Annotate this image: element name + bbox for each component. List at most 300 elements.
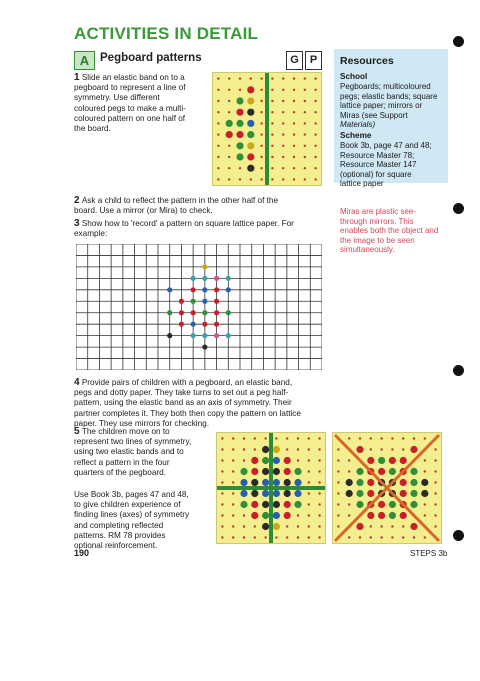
peg bbox=[378, 512, 385, 519]
miras-note: Miras are plastic see- through mirrors. This enables both the object and the image to be seen simultaneously. bbox=[340, 207, 439, 255]
peg bbox=[356, 468, 363, 475]
pair-badge: P bbox=[305, 51, 322, 70]
peg-hole bbox=[434, 459, 436, 461]
peg-hole bbox=[282, 133, 284, 135]
peg bbox=[294, 490, 301, 497]
peg-hole bbox=[337, 503, 339, 505]
peg bbox=[389, 512, 396, 519]
peg bbox=[367, 490, 374, 497]
peg-hole bbox=[293, 100, 295, 102]
peg bbox=[400, 479, 407, 486]
resources-school-label: School bbox=[340, 72, 368, 81]
peg-hole bbox=[297, 448, 299, 450]
peg-hole bbox=[424, 459, 426, 461]
peg-hole bbox=[424, 503, 426, 505]
peg-hole bbox=[293, 167, 295, 169]
lattice-dot bbox=[226, 333, 231, 338]
peg bbox=[273, 468, 280, 475]
peg-hole bbox=[293, 77, 295, 79]
peg-hole bbox=[228, 167, 230, 169]
peg bbox=[389, 468, 396, 475]
peg-hole bbox=[293, 145, 295, 147]
peg-hole bbox=[314, 122, 316, 124]
peg-hole bbox=[282, 156, 284, 158]
peg-hole bbox=[282, 178, 284, 180]
peg bbox=[262, 490, 269, 497]
peg-hole bbox=[232, 503, 234, 505]
peg-hole bbox=[243, 459, 245, 461]
peg-hole bbox=[293, 156, 295, 158]
peg bbox=[251, 512, 258, 519]
peg-hole bbox=[282, 77, 284, 79]
peg-hole bbox=[402, 525, 404, 527]
peg bbox=[247, 142, 254, 149]
lattice-dot bbox=[202, 322, 207, 327]
step-4: 4 Provide pairs of children with a pegboard, an elastic band, pegs and dotty paper. They take turns to set out a peg half- pattern, using the elastic band as an axis of symmetry. Their partner completes it. They both then copy the pattern on lattice paper. They use mirrors for checking. bbox=[74, 377, 301, 428]
peg bbox=[284, 501, 291, 508]
peg bbox=[247, 109, 254, 116]
peg bbox=[247, 86, 254, 93]
peg bbox=[284, 490, 291, 497]
peg-hole bbox=[380, 448, 382, 450]
lattice-dot bbox=[179, 310, 184, 315]
peg-hole bbox=[243, 525, 245, 527]
peg bbox=[262, 457, 269, 464]
peg-hole bbox=[318, 514, 320, 516]
peg-hole bbox=[217, 77, 219, 79]
peg-hole bbox=[221, 459, 223, 461]
peg bbox=[262, 512, 269, 519]
peg-hole bbox=[217, 145, 219, 147]
peg-hole bbox=[434, 481, 436, 483]
peg-hole bbox=[304, 122, 306, 124]
lattice-dot bbox=[179, 322, 184, 327]
peg-hole bbox=[271, 167, 273, 169]
step-3: 3 Show how to 'record' a pattern on square lattice paper. For example: bbox=[74, 218, 294, 239]
peg-hole bbox=[260, 100, 262, 102]
lattice-paper-example bbox=[76, 244, 322, 370]
peg-hole bbox=[228, 89, 230, 91]
peg-hole bbox=[217, 111, 219, 113]
peg-hole bbox=[293, 89, 295, 91]
peg-hole bbox=[260, 133, 262, 135]
lattice-dot bbox=[202, 333, 207, 338]
peg bbox=[262, 479, 269, 486]
peg-hole bbox=[239, 167, 241, 169]
peg bbox=[378, 468, 385, 475]
peg-hole bbox=[293, 133, 295, 135]
peg-hole bbox=[402, 448, 404, 450]
pegboard-pegs bbox=[333, 433, 441, 543]
peg-hole bbox=[380, 536, 382, 538]
book-title-footer: STEPS 3b bbox=[410, 549, 448, 558]
peg-hole bbox=[304, 145, 306, 147]
peg bbox=[240, 501, 247, 508]
peg-hole bbox=[232, 481, 234, 483]
lattice-dot bbox=[167, 287, 172, 292]
peg bbox=[294, 468, 301, 475]
peg bbox=[389, 457, 396, 464]
pegboard-illustration-2 bbox=[216, 432, 326, 544]
peg bbox=[247, 131, 254, 138]
peg-hole bbox=[217, 89, 219, 91]
peg bbox=[356, 501, 363, 508]
peg-hole bbox=[293, 122, 295, 124]
peg-hole bbox=[424, 514, 426, 516]
peg-hole bbox=[260, 167, 262, 169]
peg-hole bbox=[413, 536, 415, 538]
peg-hole bbox=[359, 536, 361, 538]
peg bbox=[400, 490, 407, 497]
peg-hole bbox=[318, 536, 320, 538]
peg-hole bbox=[221, 437, 223, 439]
peg-hole bbox=[286, 536, 288, 538]
peg-hole bbox=[286, 448, 288, 450]
peg-hole bbox=[271, 156, 273, 158]
peg-hole bbox=[308, 492, 310, 494]
peg bbox=[346, 479, 353, 486]
peg-hole bbox=[260, 156, 262, 158]
peg-hole bbox=[380, 437, 382, 439]
peg bbox=[262, 468, 269, 475]
peg-hole bbox=[434, 514, 436, 516]
peg-hole bbox=[228, 100, 230, 102]
peg-hole bbox=[217, 156, 219, 158]
peg-hole bbox=[286, 437, 288, 439]
peg-hole bbox=[228, 77, 230, 79]
page-title: ACTIVITIES IN DETAIL bbox=[74, 24, 259, 43]
peg-hole bbox=[304, 167, 306, 169]
lattice-dot bbox=[179, 299, 184, 304]
peg bbox=[273, 457, 280, 464]
lattice-dot bbox=[167, 333, 172, 338]
peg-hole bbox=[232, 536, 234, 538]
peg-hole bbox=[380, 525, 382, 527]
book-reference: Use Book 3b, pages 47 and 48, to give children experience of finding lines (axes) of symmetry and completing reflected patterns. RM 78 provides optional reinforcement. bbox=[74, 490, 190, 551]
peg-hole bbox=[359, 437, 361, 439]
peg-hole bbox=[314, 89, 316, 91]
peg-hole bbox=[314, 111, 316, 113]
peg bbox=[251, 457, 258, 464]
peg-hole bbox=[282, 89, 284, 91]
lattice-dot bbox=[214, 299, 219, 304]
peg bbox=[251, 468, 258, 475]
peg-hole bbox=[243, 437, 245, 439]
peg-hole bbox=[348, 470, 350, 472]
peg-hole bbox=[232, 459, 234, 461]
peg bbox=[421, 490, 428, 497]
peg-hole bbox=[221, 525, 223, 527]
peg-hole bbox=[297, 536, 299, 538]
peg-hole bbox=[221, 514, 223, 516]
peg bbox=[346, 490, 353, 497]
peg bbox=[273, 479, 280, 486]
peg-hole bbox=[243, 448, 245, 450]
peg bbox=[236, 120, 243, 127]
peg-hole bbox=[402, 536, 404, 538]
peg-hole bbox=[370, 437, 372, 439]
lattice-dot bbox=[214, 322, 219, 327]
peg-hole bbox=[260, 178, 262, 180]
peg-hole bbox=[314, 167, 316, 169]
peg bbox=[294, 479, 301, 486]
peg bbox=[400, 512, 407, 519]
peg-hole bbox=[264, 536, 266, 538]
peg-hole bbox=[424, 437, 426, 439]
lattice-dot bbox=[226, 287, 231, 292]
peg-hole bbox=[250, 178, 252, 180]
peg-hole bbox=[228, 156, 230, 158]
peg-hole bbox=[232, 492, 234, 494]
binder-hole bbox=[453, 365, 464, 376]
binder-hole bbox=[453, 530, 464, 541]
lattice-dot bbox=[202, 287, 207, 292]
peg-hole bbox=[217, 100, 219, 102]
step-5: 5 The children move on to represent two lines of symmetry, using two elastic bands and to reflect a pattern in the four quarters of the pegboard. bbox=[74, 426, 192, 477]
peg-hole bbox=[232, 437, 234, 439]
peg-hole bbox=[337, 448, 339, 450]
peg bbox=[410, 479, 417, 486]
peg-hole bbox=[293, 178, 295, 180]
peg-hole bbox=[221, 492, 223, 494]
peg bbox=[247, 97, 254, 104]
peg bbox=[240, 490, 247, 497]
peg bbox=[356, 523, 363, 530]
peg bbox=[236, 131, 243, 138]
resources-school-text: Pegboards; multicoloured pegs; elastic bands; square lattice paper; mirrors or Miras (see Support Materials) bbox=[340, 82, 438, 130]
peg bbox=[247, 165, 254, 172]
pegboard-illustration-3 bbox=[332, 432, 442, 544]
peg-hole bbox=[308, 470, 310, 472]
peg bbox=[226, 120, 233, 127]
peg-hole bbox=[370, 525, 372, 527]
peg bbox=[294, 501, 301, 508]
peg bbox=[273, 512, 280, 519]
elastic-band bbox=[265, 73, 269, 185]
lattice-dot bbox=[226, 276, 231, 281]
peg-hole bbox=[260, 111, 262, 113]
peg-hole bbox=[348, 437, 350, 439]
peg bbox=[240, 479, 247, 486]
peg-hole bbox=[434, 470, 436, 472]
lattice-dot bbox=[191, 299, 196, 304]
peg-hole bbox=[275, 437, 277, 439]
section-title: Pegboard patterns bbox=[100, 52, 202, 64]
peg-hole bbox=[424, 470, 426, 472]
resources-panel bbox=[334, 49, 448, 189]
peg bbox=[389, 501, 396, 508]
peg-hole bbox=[221, 448, 223, 450]
peg-hole bbox=[308, 448, 310, 450]
peg bbox=[400, 457, 407, 464]
peg-hole bbox=[337, 459, 339, 461]
lattice-dot bbox=[191, 287, 196, 292]
peg-hole bbox=[232, 514, 234, 516]
peg bbox=[356, 490, 363, 497]
lattice-dot bbox=[202, 310, 207, 315]
peg bbox=[251, 501, 258, 508]
peg bbox=[367, 512, 374, 519]
peg-hole bbox=[271, 133, 273, 135]
peg-hole bbox=[402, 437, 404, 439]
peg-hole bbox=[271, 77, 273, 79]
peg-hole bbox=[282, 167, 284, 169]
peg bbox=[273, 501, 280, 508]
peg-hole bbox=[264, 437, 266, 439]
resources-scheme-text: Book 3b, page 47 and 48; Resource Master 78; Resource Master 147 (optional) for square lattice paper bbox=[340, 141, 432, 189]
binder-hole bbox=[453, 203, 464, 214]
peg-hole bbox=[391, 525, 393, 527]
peg-hole bbox=[314, 100, 316, 102]
peg-hole bbox=[250, 77, 252, 79]
peg-hole bbox=[318, 481, 320, 483]
peg-hole bbox=[391, 437, 393, 439]
lattice-dot bbox=[214, 310, 219, 315]
lattice-dot bbox=[202, 276, 207, 281]
peg-hole bbox=[232, 448, 234, 450]
binder-hole bbox=[453, 36, 464, 47]
peg-hole bbox=[318, 470, 320, 472]
peg-hole bbox=[370, 448, 372, 450]
peg-hole bbox=[308, 437, 310, 439]
peg-hole bbox=[217, 178, 219, 180]
peg-hole bbox=[308, 459, 310, 461]
peg-hole bbox=[434, 448, 436, 450]
peg-hole bbox=[304, 89, 306, 91]
peg-hole bbox=[314, 178, 316, 180]
section-letter-badge: A bbox=[74, 51, 95, 70]
peg-hole bbox=[297, 525, 299, 527]
peg-hole bbox=[304, 77, 306, 79]
peg bbox=[284, 457, 291, 464]
peg-hole bbox=[308, 514, 310, 516]
peg bbox=[410, 523, 417, 530]
peg bbox=[251, 490, 258, 497]
peg-hole bbox=[314, 145, 316, 147]
peg-hole bbox=[271, 100, 273, 102]
peg-hole bbox=[337, 492, 339, 494]
peg-hole bbox=[271, 178, 273, 180]
peg bbox=[262, 446, 269, 453]
peg bbox=[262, 523, 269, 530]
peg-hole bbox=[337, 481, 339, 483]
lattice-dot bbox=[191, 333, 196, 338]
peg-hole bbox=[275, 536, 277, 538]
step-2: 2 Ask a child to reflect the pattern in the other half of the board. Use a mirror (or Mira) to check. bbox=[74, 195, 279, 216]
lattice-dot bbox=[214, 276, 219, 281]
peg-hole bbox=[308, 503, 310, 505]
peg-hole bbox=[271, 122, 273, 124]
peg bbox=[410, 446, 417, 453]
peg-hole bbox=[297, 437, 299, 439]
peg-hole bbox=[228, 145, 230, 147]
peg-hole bbox=[228, 178, 230, 180]
peg bbox=[236, 153, 243, 160]
lattice-dot bbox=[191, 322, 196, 327]
elastic-band-horizontal bbox=[217, 486, 325, 490]
peg-hole bbox=[434, 503, 436, 505]
peg-hole bbox=[232, 470, 234, 472]
peg-hole bbox=[348, 514, 350, 516]
peg-hole bbox=[239, 89, 241, 91]
peg-hole bbox=[434, 525, 436, 527]
peg-hole bbox=[221, 503, 223, 505]
peg-hole bbox=[304, 111, 306, 113]
lattice-dot bbox=[202, 299, 207, 304]
peg bbox=[247, 153, 254, 160]
peg-hole bbox=[434, 492, 436, 494]
peg-hole bbox=[297, 459, 299, 461]
peg-hole bbox=[318, 459, 320, 461]
peg-hole bbox=[282, 111, 284, 113]
step-1: 1 Slide an elastic band on to a pegboard to represent a line of symmetry. Use different coloured pegs to make a multi- coloured pattern on one half of the board. bbox=[74, 72, 186, 134]
peg-hole bbox=[254, 525, 256, 527]
peg-hole bbox=[293, 111, 295, 113]
peg bbox=[226, 131, 233, 138]
peg bbox=[378, 457, 385, 464]
peg-hole bbox=[424, 536, 426, 538]
peg-hole bbox=[370, 536, 372, 538]
peg-hole bbox=[217, 122, 219, 124]
peg-hole bbox=[297, 514, 299, 516]
peg-hole bbox=[282, 145, 284, 147]
peg-hole bbox=[282, 100, 284, 102]
peg-hole bbox=[286, 525, 288, 527]
peg-hole bbox=[260, 122, 262, 124]
peg bbox=[240, 468, 247, 475]
group-badge: G bbox=[286, 51, 303, 70]
peg-hole bbox=[221, 481, 223, 483]
peg-hole bbox=[318, 437, 320, 439]
peg bbox=[273, 523, 280, 530]
lattice-dot bbox=[214, 333, 219, 338]
peg bbox=[273, 490, 280, 497]
peg bbox=[410, 501, 417, 508]
peg-hole bbox=[282, 122, 284, 124]
pegboard-pegs bbox=[213, 73, 321, 185]
peg-hole bbox=[304, 100, 306, 102]
peg-hole bbox=[239, 77, 241, 79]
peg-hole bbox=[318, 448, 320, 450]
peg-hole bbox=[391, 536, 393, 538]
peg-hole bbox=[304, 133, 306, 135]
peg-hole bbox=[391, 448, 393, 450]
peg bbox=[236, 142, 243, 149]
peg-hole bbox=[228, 111, 230, 113]
peg-hole bbox=[243, 536, 245, 538]
pegboard-illustration-1 bbox=[212, 72, 322, 186]
lattice-dot bbox=[191, 276, 196, 281]
peg bbox=[410, 468, 417, 475]
peg-hole bbox=[260, 145, 262, 147]
peg-hole bbox=[260, 77, 262, 79]
peg bbox=[367, 457, 374, 464]
peg-hole bbox=[221, 536, 223, 538]
peg-hole bbox=[232, 525, 234, 527]
peg-hole bbox=[314, 77, 316, 79]
peg bbox=[284, 468, 291, 475]
peg-hole bbox=[337, 470, 339, 472]
peg-hole bbox=[254, 448, 256, 450]
peg bbox=[356, 446, 363, 453]
lattice-dot bbox=[191, 310, 196, 315]
peg bbox=[247, 120, 254, 127]
peg bbox=[273, 446, 280, 453]
peg-hole bbox=[308, 481, 310, 483]
peg-hole bbox=[308, 536, 310, 538]
lattice-dot bbox=[214, 287, 219, 292]
lattice-dot bbox=[202, 344, 207, 349]
